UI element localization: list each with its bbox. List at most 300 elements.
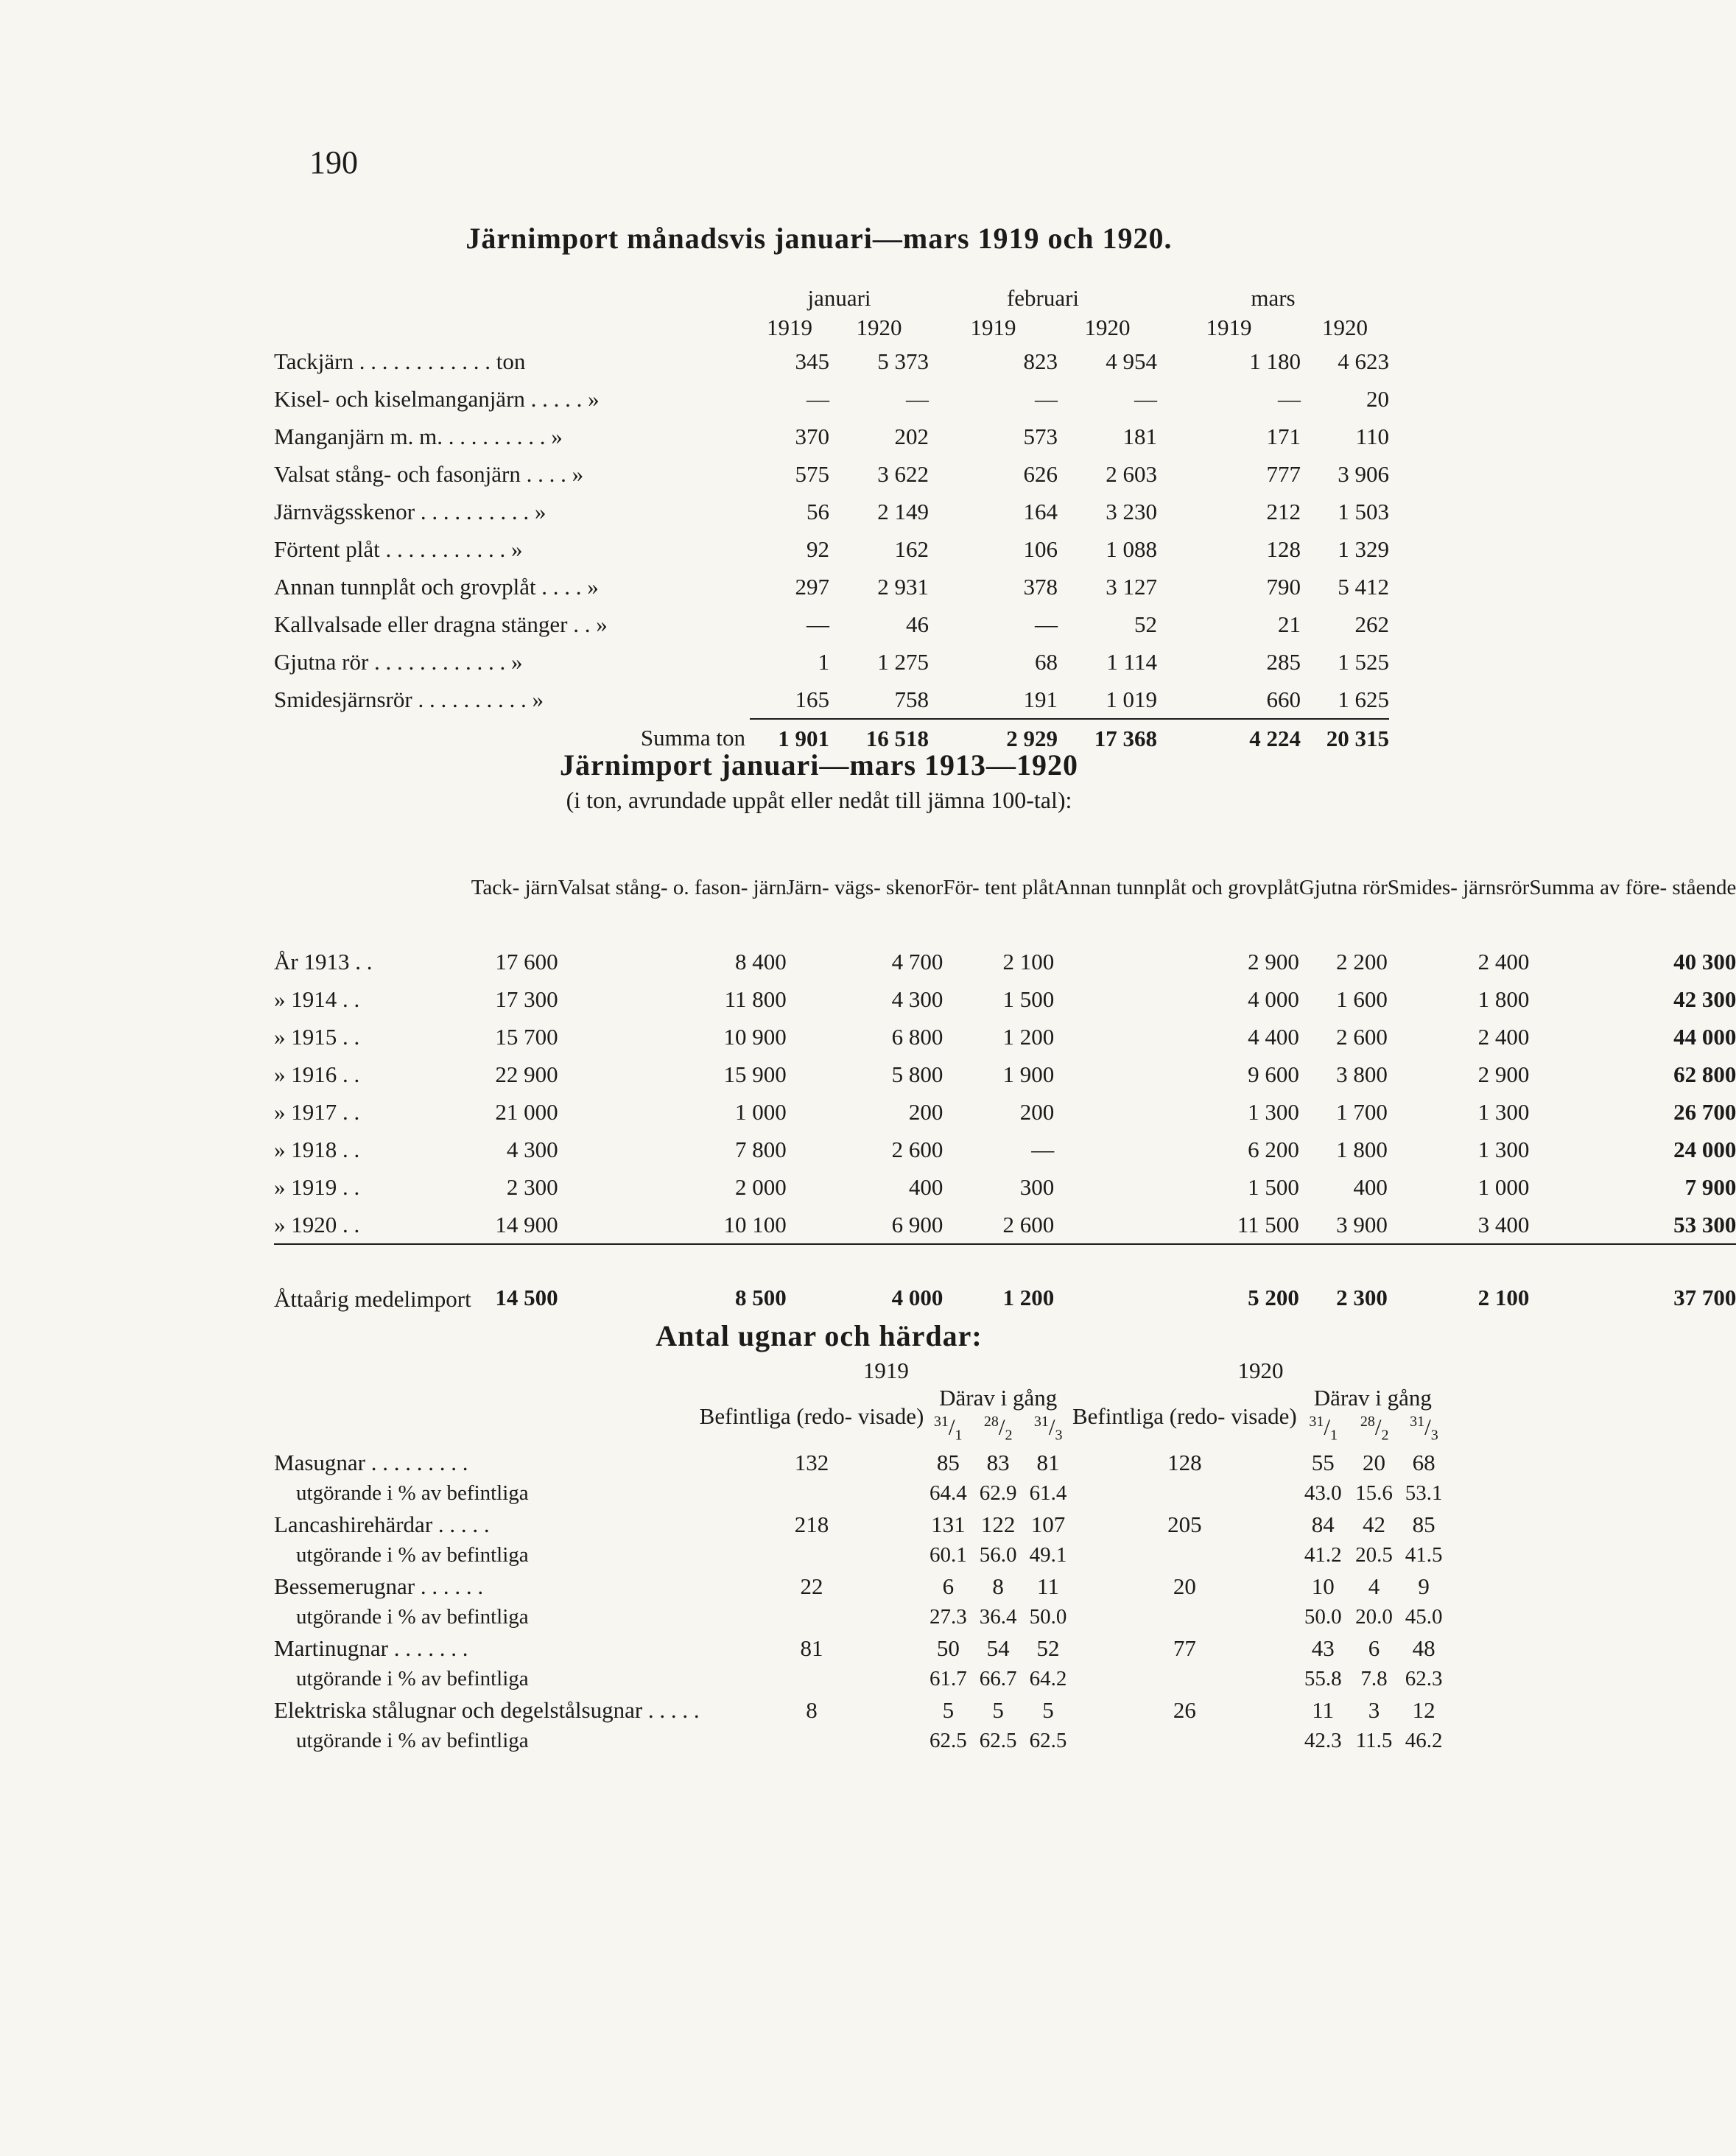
monthly-import-table	[274, 284, 1389, 757]
table-cell: 1 019	[1106, 686, 1157, 712]
percent-row	[274, 1602, 1449, 1633]
table-cell: 5	[992, 1696, 1004, 1723]
month-header-row	[274, 284, 1389, 313]
percent-row	[274, 1726, 1449, 1757]
row-label: » 1918 . .	[274, 1136, 360, 1162]
table-cell: 1 800	[1477, 986, 1530, 1012]
row-label: » 1917 . .	[274, 1098, 360, 1125]
percent-cell: 27.3	[930, 1605, 967, 1629]
table-cell: 218	[794, 1511, 829, 1537]
table-cell: 2 400	[1477, 948, 1530, 975]
date-header	[1297, 1410, 1350, 1447]
table-cell: 4	[1368, 1573, 1380, 1599]
percent-cell: 36.4	[979, 1605, 1017, 1629]
percent-cell	[700, 1664, 924, 1695]
table-cell: 44 000	[1673, 1023, 1736, 1050]
percent-cell: 62.9	[979, 1481, 1017, 1506]
table-cell: 55	[1311, 1449, 1335, 1475]
table-cell: 110	[1355, 423, 1389, 449]
row-label: Bessemerugnar . . . . . .	[274, 1573, 484, 1599]
table-cell: —	[1035, 385, 1058, 412]
table-cell: 2 600	[943, 1206, 1054, 1244]
date-numerator: 31	[933, 1414, 949, 1430]
table-cell: 11	[1037, 1573, 1059, 1599]
table-cell: 7 800	[734, 1136, 787, 1162]
table-cell: 1 088	[1106, 536, 1157, 562]
date-denominator: 1	[955, 1427, 963, 1444]
table-row	[274, 1633, 1449, 1664]
table-cell: 92	[806, 536, 829, 562]
table-cell: —	[1031, 1136, 1055, 1162]
table-cell: 5	[1042, 1696, 1054, 1723]
ovens-year-row	[274, 1355, 1449, 1386]
percent-cell: 64.4	[930, 1481, 967, 1506]
table-cell: 15 900	[723, 1061, 787, 1087]
table-cell: 54	[986, 1634, 1010, 1661]
row-label: Gjutna rör . . . . . . . . . . . . »	[274, 648, 523, 675]
table-cell: 9 600	[1248, 1061, 1299, 1087]
percent-cell: 20.0	[1355, 1605, 1393, 1629]
row-label: » 1915 . .	[274, 1023, 360, 1050]
year-header: 1919	[767, 315, 812, 340]
table-row	[274, 343, 1389, 380]
table-cell: —	[1278, 385, 1301, 412]
table-cell: 9	[1418, 1573, 1430, 1599]
table-cell: 626	[1023, 460, 1058, 487]
table-cell: 26	[1173, 1696, 1196, 1723]
existing-header: Befintliga (redo- visade)	[1072, 1403, 1297, 1430]
table-cell: 22	[800, 1573, 823, 1599]
table-cell: 205	[1167, 1511, 1202, 1537]
table-cell: 8 400	[734, 948, 787, 975]
average-cell: 14 500	[495, 1285, 558, 1310]
table-cell: 6	[942, 1573, 955, 1599]
table-row	[274, 1018, 1736, 1056]
active-dates-row	[924, 1410, 1072, 1447]
date-numerator: 28	[983, 1414, 999, 1430]
table-cell: 3 400	[1388, 1206, 1530, 1244]
percent-cell: 55.8	[1304, 1667, 1342, 1691]
table-cell: 297	[795, 573, 829, 600]
percent-cell: 64.2	[1029, 1667, 1067, 1691]
table-cell: 8	[992, 1573, 1004, 1599]
row-label: Annan tunnplåt och grovplåt . . . . »	[274, 573, 599, 600]
table-cell: 1 503	[1338, 498, 1389, 524]
table-cell: 171	[1266, 423, 1301, 449]
date-header	[972, 1410, 1024, 1447]
year-header: 1919	[970, 315, 1016, 340]
percent-row	[274, 1664, 1449, 1695]
table-cell: 164	[1023, 498, 1058, 524]
table-row	[274, 1168, 1736, 1206]
date-denominator: 3	[1430, 1427, 1438, 1444]
date-slash: /	[1424, 1414, 1431, 1440]
percent-cell: 66.7	[979, 1667, 1017, 1691]
table-cell: 6 200	[1248, 1136, 1299, 1162]
date-numerator: 28	[1360, 1414, 1375, 1430]
date-numerator: 31	[1410, 1414, 1425, 1430]
year-header: 1919	[1206, 315, 1252, 340]
table-cell: 52	[1134, 611, 1157, 637]
table-cell: 1 525	[1338, 648, 1389, 675]
table-cell: 24 000	[1673, 1136, 1736, 1162]
table-cell: 85	[936, 1449, 960, 1475]
table-cell: 1 200	[1002, 1023, 1055, 1050]
date-numerator: 31	[1309, 1414, 1324, 1430]
percent-label: utgörande i % av befintliga	[296, 1605, 529, 1629]
table-cell: 1 800	[1336, 1136, 1388, 1162]
sum-cell: 2 929	[929, 719, 1058, 757]
table-cell: 77	[1173, 1634, 1196, 1661]
table-cell: 7 900	[1684, 1173, 1736, 1200]
row-label: Kallvalsade eller dragna stänger . . »	[274, 611, 608, 637]
average-cell: 5 200	[1248, 1285, 1299, 1310]
row-label: » 1916 . .	[274, 1061, 360, 1087]
table-cell: 202	[894, 423, 929, 449]
table-cell: 2 400	[1477, 1023, 1530, 1050]
table-cell: 5 412	[1338, 573, 1389, 600]
percent-cell: 62.5	[1029, 1729, 1067, 1753]
table-cell: 3 900	[1299, 1206, 1388, 1244]
table-row	[274, 568, 1389, 605]
table-cell: 4 400	[1248, 1023, 1299, 1050]
table-cell: 122	[980, 1511, 1016, 1537]
table-row	[274, 1571, 1449, 1602]
active-dates-row	[1297, 1410, 1449, 1447]
date-denominator: 3	[1055, 1427, 1063, 1444]
year-header: 1920	[1322, 315, 1368, 340]
table-row	[274, 681, 1389, 719]
table-cell: 52	[1036, 1634, 1060, 1661]
sum-cell: 20 315	[1301, 719, 1389, 757]
table-cell: 4 700	[891, 948, 943, 975]
table-cell: 1 000	[1477, 1173, 1530, 1200]
table-cell: 8	[806, 1696, 818, 1723]
table-cell: 1 300	[1477, 1098, 1530, 1125]
date-header	[1024, 1410, 1072, 1447]
table-cell: 11 500	[1054, 1206, 1299, 1244]
table-row	[274, 493, 1389, 530]
table-cell: 10 100	[558, 1206, 787, 1244]
page-number: 190	[309, 144, 358, 180]
table-cell: —	[806, 611, 829, 637]
table-cell: —	[906, 385, 929, 412]
yearly-table-title: Järnimport januari—mars 1913—1920	[559, 748, 1079, 782]
table-cell: 2 100	[1002, 948, 1055, 975]
table-row	[274, 1509, 1449, 1540]
percent-cell: 56.0	[979, 1543, 1017, 1567]
percent-cell	[1072, 1478, 1297, 1509]
table-cell: 1 329	[1338, 536, 1389, 562]
table-cell: 128	[1266, 536, 1301, 562]
row-label: Elektriska stålugnar och degelstålsugnar . . . . .	[274, 1696, 700, 1723]
table-row	[274, 1695, 1449, 1726]
table-cell: 56	[806, 498, 829, 524]
table-cell: 3 230	[1106, 498, 1157, 524]
table-cell: 2 000	[734, 1173, 787, 1200]
sum-cell: 4 224	[1157, 719, 1301, 757]
ovens-table	[274, 1355, 1449, 1757]
sum-cell: 16 518	[829, 719, 929, 757]
table-cell: 106	[1023, 536, 1058, 562]
table-cell: 6	[1368, 1634, 1380, 1661]
ovens-header-row	[274, 1386, 1449, 1447]
table-row	[274, 943, 1736, 980]
table-cell: 85	[1412, 1511, 1435, 1537]
table-cell: 26 700	[1673, 1098, 1736, 1125]
column-header: Valsat stång- o. fason- järn	[558, 875, 787, 899]
column-header: Smides- järnsrör	[1387, 875, 1530, 899]
percent-row	[274, 1540, 1449, 1571]
date-header	[924, 1410, 972, 1447]
percent-cell: 50.0	[1304, 1605, 1342, 1629]
table-row	[274, 530, 1389, 568]
table-cell: 50	[936, 1634, 960, 1661]
table-cell: 53 300	[1529, 1206, 1736, 1244]
table-cell: 21	[1278, 611, 1301, 637]
table-cell: 2 600	[1336, 1023, 1388, 1050]
table-cell: 2 900	[1248, 948, 1299, 975]
table-cell: 6 900	[787, 1206, 943, 1244]
average-cell: 2 300	[1336, 1285, 1388, 1310]
table-cell: 378	[1023, 573, 1058, 600]
table-cell: 131	[931, 1511, 966, 1537]
table-cell: 162	[894, 536, 929, 562]
percent-cell	[1072, 1540, 1297, 1571]
monthly-table-title: Järnimport månadsvis januari—mars 1919 och 1920.	[465, 222, 1173, 255]
percent-cell	[700, 1726, 924, 1757]
percent-label: utgörande i % av befintliga	[296, 1543, 529, 1567]
percent-cell: 62.5	[930, 1729, 967, 1753]
percent-cell: 7.8	[1360, 1667, 1388, 1691]
table-cell: 20	[1366, 385, 1389, 412]
table-row	[274, 1447, 1449, 1478]
year-header: 1920	[1084, 315, 1131, 340]
table-cell: —	[1134, 385, 1157, 412]
date-header	[1350, 1410, 1399, 1447]
column-header: Järn- vägs- skenor	[786, 875, 943, 899]
table-cell: 1 180	[1249, 348, 1301, 374]
table-cell: 200	[1019, 1098, 1055, 1125]
table-row	[274, 980, 1736, 1018]
table-cell: 21 000	[495, 1098, 558, 1125]
table-cell: 5 800	[891, 1061, 943, 1087]
yearly-header-row	[274, 832, 1736, 943]
month-februari: februari	[1006, 285, 1080, 311]
row-label: År 1913 . .	[274, 948, 373, 975]
table-cell: 4 300	[506, 1136, 558, 1162]
table-cell: 10	[1311, 1573, 1335, 1599]
table-cell: 2 603	[1106, 460, 1157, 487]
table-cell: 1 275	[877, 648, 929, 675]
table-cell: 22 900	[495, 1061, 558, 1087]
table-cell: 2 200	[1336, 948, 1388, 975]
table-cell: 790	[1266, 573, 1301, 600]
table-cell: 10 900	[723, 1023, 787, 1050]
percent-cell: 11.5	[1355, 1729, 1393, 1753]
table-cell: 40 300	[1673, 948, 1736, 975]
percent-cell	[700, 1540, 924, 1571]
percent-row	[274, 1478, 1449, 1509]
existing-header: Befintliga (redo- visade)	[699, 1403, 924, 1430]
table-row	[274, 418, 1389, 455]
row-label: Kisel- och kiselmanganjärn . . . . . »	[274, 385, 600, 412]
table-cell: 48	[1412, 1634, 1435, 1661]
date-slash: /	[998, 1414, 1005, 1440]
date-numerator: 31	[1033, 1414, 1049, 1430]
table-cell: 15 700	[495, 1023, 558, 1050]
column-header: Annan tunnplåt och grovplåt	[1054, 875, 1299, 899]
row-label: » 1920 . .	[274, 1206, 471, 1244]
sum-label: Summa ton	[640, 725, 745, 751]
table-cell: 300	[1019, 1173, 1055, 1200]
table-cell: 43	[1311, 1634, 1335, 1661]
table-cell: 11	[1312, 1696, 1335, 1723]
table-cell: 4 000	[1248, 986, 1299, 1012]
table-cell: 42	[1363, 1511, 1386, 1537]
table-cell: 20	[1363, 1449, 1386, 1475]
row-label: Tackjärn . . . . . . . . . . . . ton	[274, 348, 526, 374]
date-slash: /	[948, 1414, 955, 1440]
table-cell: 68	[1035, 648, 1058, 675]
table-cell: 345	[795, 348, 829, 374]
row-label: Manganjärn m. m. . . . . . . . . . »	[274, 423, 563, 449]
active-header	[1297, 1386, 1449, 1447]
table-cell: 17 600	[495, 948, 558, 975]
active-dates	[924, 1410, 1072, 1447]
percent-cell: 62.3	[1405, 1667, 1443, 1691]
percent-cell: 61.4	[1029, 1481, 1067, 1506]
table-cell: 285	[1266, 648, 1301, 675]
table-cell: 5 373	[877, 348, 929, 374]
table-cell: 5	[942, 1696, 955, 1723]
table-cell: 2 931	[877, 573, 929, 600]
active-header-label: Därav i gång	[1313, 1385, 1432, 1411]
table-cell: 4 623	[1338, 348, 1389, 374]
date-slash: /	[1048, 1414, 1055, 1440]
table-row	[274, 1131, 1736, 1168]
column-header: Gjutna rör	[1299, 875, 1388, 899]
table-cell: 262	[1354, 611, 1389, 637]
table-cell: 1 300	[1477, 1136, 1530, 1162]
table-cell: 62 800	[1673, 1061, 1736, 1087]
table-cell: 400	[1353, 1173, 1388, 1200]
table-cell: 3	[1368, 1696, 1380, 1723]
percent-cell: 53.1	[1405, 1481, 1443, 1506]
percent-cell: 42.3	[1304, 1729, 1342, 1753]
table-cell: 1 000	[734, 1098, 787, 1125]
percent-cell	[1072, 1602, 1297, 1633]
date-slash: /	[1374, 1414, 1382, 1440]
average-cell: 1 200	[1002, 1285, 1055, 1310]
table-cell: 83	[986, 1449, 1010, 1475]
year-header-row	[274, 313, 1389, 343]
percent-cell: 45.0	[1405, 1605, 1443, 1629]
percent-cell	[700, 1602, 924, 1633]
column-header: Tack- järn	[471, 875, 558, 899]
table-cell: 1 114	[1106, 648, 1157, 675]
sum-cell: 17 368	[1058, 719, 1157, 757]
table-cell: 6 800	[891, 1023, 943, 1050]
table-cell: 2 900	[1477, 1061, 1530, 1087]
date-slash: /	[1324, 1414, 1330, 1440]
table-cell: 81	[1036, 1449, 1060, 1475]
table-cell: 128	[1167, 1449, 1202, 1475]
table-cell: 4 300	[891, 986, 943, 1012]
ovens-year-1919: 1919	[862, 1358, 909, 1383]
percent-cell: 49.1	[1029, 1543, 1067, 1567]
table-cell: 12	[1412, 1696, 1435, 1723]
table-cell: 107	[1030, 1511, 1066, 1537]
column-header: Summa av före- stående	[1529, 875, 1736, 899]
table-cell: 46	[906, 611, 929, 637]
table-cell: 777	[1266, 460, 1301, 487]
table-cell: 370	[795, 423, 829, 449]
average-cell: 8 500	[734, 1285, 787, 1310]
active-header-label: Därav i gång	[939, 1385, 1058, 1411]
date-header	[1399, 1410, 1449, 1447]
row-label: Järnvägsskenor . . . . . . . . . . »	[274, 498, 547, 524]
table-cell: 1 625	[1338, 686, 1389, 712]
percent-cell: 46.2	[1405, 1729, 1443, 1753]
percent-cell: 41.5	[1405, 1543, 1443, 1567]
table-cell: 81	[800, 1634, 823, 1661]
month-januari: januari	[807, 285, 871, 311]
table-row	[274, 380, 1389, 418]
table-cell: 823	[1023, 348, 1058, 374]
year-header: 1920	[856, 315, 902, 340]
percent-label: utgörande i % av befintliga	[296, 1667, 529, 1691]
percent-cell: 60.1	[930, 1543, 967, 1567]
table-cell: 212	[1266, 498, 1301, 524]
table-cell: 3 800	[1336, 1061, 1388, 1087]
row-label: » 1914 . .	[274, 986, 360, 1012]
average-cell: 2 100	[1477, 1285, 1530, 1310]
table-cell: 42 300	[1673, 986, 1736, 1012]
percent-cell: 20.5	[1355, 1543, 1393, 1567]
table-cell: 2 300	[506, 1173, 558, 1200]
average-cell: 4 000	[891, 1285, 943, 1310]
table-row	[274, 455, 1389, 493]
row-label: Smidesjärnsrör . . . . . . . . . . »	[274, 687, 544, 712]
date-denominator: 1	[1329, 1427, 1338, 1444]
table-cell: 573	[1023, 423, 1058, 449]
table-cell: 84	[1311, 1511, 1335, 1537]
table-cell: 3 906	[1338, 460, 1389, 487]
table-cell: —	[806, 385, 829, 412]
table-row	[274, 1056, 1736, 1093]
row-label: Martinugnar . . . . . . .	[274, 1634, 468, 1661]
active-header	[924, 1386, 1072, 1447]
row-label: Lancashirehärdar . . . . .	[274, 1511, 490, 1537]
active-dates	[1297, 1410, 1449, 1447]
row-label: Masugnar . . . . . . . . .	[274, 1449, 468, 1475]
table-cell: 1 600	[1336, 986, 1388, 1012]
table-cell: —	[1035, 611, 1058, 637]
percent-cell	[1072, 1664, 1297, 1695]
table-cell: 181	[1122, 423, 1157, 449]
column-header: För- tent plåt	[943, 875, 1055, 899]
table-cell: 660	[1266, 686, 1301, 712]
percent-cell: 41.2	[1304, 1543, 1342, 1567]
table-cell: 191	[1023, 686, 1058, 712]
table-cell: 17 300	[495, 986, 558, 1012]
table-cell: 4 954	[1106, 348, 1157, 374]
percent-cell: 50.0	[1029, 1605, 1067, 1629]
table-row	[274, 1093, 1736, 1131]
date-denominator: 2	[1381, 1427, 1389, 1444]
average-row	[274, 1244, 1736, 1316]
